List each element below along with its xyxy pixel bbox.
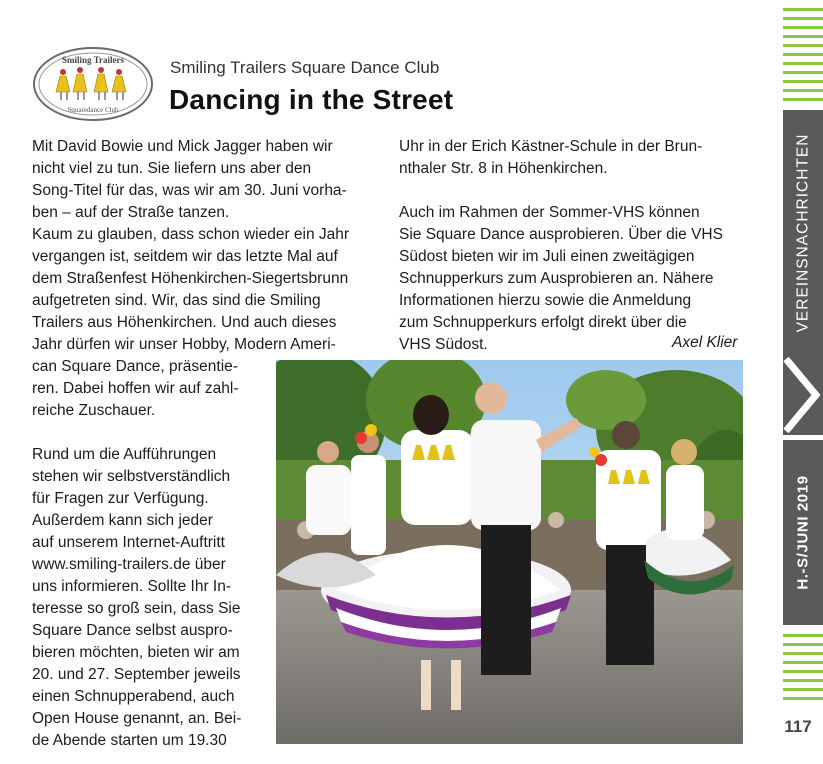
text-line: Kaum zu glauben, dass schon wieder ein Jahr xyxy=(32,226,350,243)
sidebar-stripes-bottom xyxy=(783,634,823,706)
text-line: nicht viel zu tun. Sie liefern uns aber den xyxy=(32,160,312,177)
text-line: aufgetreten sind. Wir, das sind die Smiling xyxy=(32,292,321,309)
svg-text:Smiling Trailers: Smiling Trailers xyxy=(62,55,124,65)
text-line: www.smiling-trailers.de über xyxy=(32,556,226,573)
author-signature: Axel Klier xyxy=(672,334,738,351)
column1-narrow-text xyxy=(32,356,270,422)
text-line: de Abende starten um 19.30 xyxy=(32,732,227,749)
text-line: vergangen ist, seitdem wir das letzte Mal auf xyxy=(32,248,338,265)
text-line: reiche Zuschauer. xyxy=(32,402,156,419)
column1-lower-paragraph xyxy=(32,444,270,752)
text-line: Trailers aus Höhenkirchen. Und auch dieses xyxy=(32,314,337,331)
text-line: Außerdem kann sich jeder xyxy=(32,512,213,529)
club-logo xyxy=(32,46,154,122)
issue-label: H.-S/JUNI 2019 xyxy=(794,475,812,590)
text-line: für Fragen zur Verfügung. xyxy=(32,490,209,507)
text-line: auf unserem Internet-Auftritt xyxy=(32,534,225,551)
column2-paragraph-1 xyxy=(399,136,743,180)
text-line: VHS Südost. xyxy=(399,336,488,353)
text-line: dem Straßenfest Höhenkirchen-Siegertsbrunn xyxy=(32,270,349,287)
article-subtitle: Smiling Trailers Square Dance Club xyxy=(170,58,440,77)
text-line: stehen wir selbstverständlich xyxy=(32,468,231,485)
svg-text:Squaredance Club: Squaredance Club xyxy=(67,106,119,114)
text-line: Schnupperkurs zum Ausprobieren an. Nähere xyxy=(399,270,714,287)
text-line: ben – auf der Straße tanzen. xyxy=(32,204,230,221)
section-label: VEREINSNACHRICHTEN xyxy=(794,133,812,332)
text-line: einen Schnupperabend, auch xyxy=(32,688,235,705)
text-line: Song-Titel für das, was wir am 30. Juni vorha- xyxy=(32,182,347,199)
text-line: Informationen hierzu sowie die Anmeldung xyxy=(399,292,692,309)
column2-paragraph-2 xyxy=(399,202,743,356)
text-line: zum Schnupperkurs erfolgt direkt über die xyxy=(399,314,687,331)
dance-photo xyxy=(276,360,743,744)
text-line: Uhr in der Erich Kästner-Schule in der Brun- xyxy=(399,138,703,155)
text-line: teresse so groß sein, dass Sie xyxy=(32,600,241,617)
text-line: nthaler Str. 8 in Höhenkirchen. xyxy=(399,160,608,177)
text-line: bieren möchten, bieten wir am xyxy=(32,644,240,661)
sidebar-stripes-top xyxy=(783,8,823,107)
text-line: uns informieren. Sollte Ihr In- xyxy=(32,578,232,595)
text-line: Rund um die Aufführungen xyxy=(32,446,217,463)
text-line: Sie Square Dance ausprobieren. Über die VHS xyxy=(399,226,723,243)
text-line: Auch im Rahmen der Sommer-VHS können xyxy=(399,204,700,221)
text-line: ren. Dabei hoffen wir auf zahl- xyxy=(32,380,239,397)
text-line: Open House genannt, an. Bei- xyxy=(32,710,242,727)
text-line: Mit David Bowie und Mick Jagger haben wir xyxy=(32,138,333,155)
column1-paragraph xyxy=(32,136,376,356)
text-line: can Square Dance, präsentie- xyxy=(32,358,238,375)
text-line: Jahr dürfen wir unser Hobby, Modern Ameri- xyxy=(32,336,336,353)
text-line: Südost bieten wir im Juli einen zweitägigen xyxy=(399,248,695,265)
text-line: Square Dance selbst auspro- xyxy=(32,622,233,639)
chevron-right-icon xyxy=(778,355,823,435)
page-number: 117 xyxy=(784,717,812,736)
text-line: 20. und 27. September jeweils xyxy=(32,666,241,683)
article-title: Dancing in the Street xyxy=(169,84,454,115)
